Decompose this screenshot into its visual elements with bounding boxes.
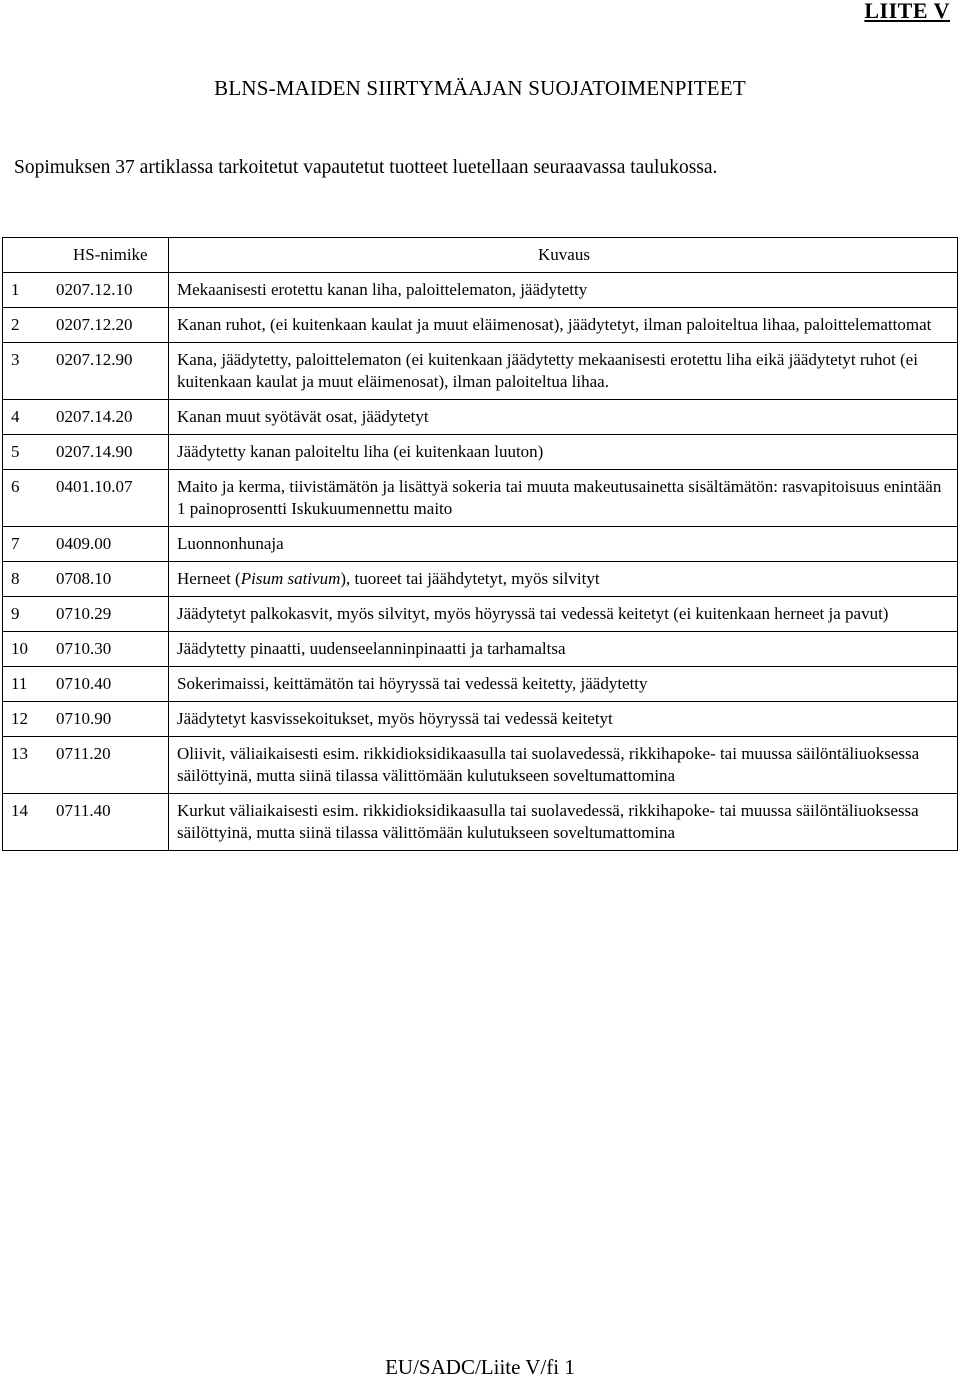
row-number: 13	[3, 737, 57, 794]
table-row	[3, 794, 958, 851]
description-cell: Sokerimaissi, keittämätön tai höyryssä tai vedessä keitetty, jäädytetty	[169, 667, 958, 702]
description-cell	[169, 562, 958, 597]
annex-label: LIITE V	[864, 0, 950, 23]
table-row	[3, 273, 958, 308]
row-number: 14	[3, 794, 57, 851]
page-footer: EU/SADC/Liite V/fi 1	[385, 1355, 575, 1379]
latin-name: Pisum sativum	[240, 569, 341, 588]
table-row	[3, 667, 958, 702]
table-row	[3, 597, 958, 632]
description-text: Herneet (	[177, 569, 241, 588]
description-cell: Jäädytetyt kasvissekoitukset, myös höyryssä tai vedessä keitetyt	[169, 702, 958, 737]
description-cell: Kurkut väliaikaisesti esim. rikkidioksidikaasulla tai suolavedessä, rikkihapoke- tai muussa säilöntäliuoksessa säilöttyinä, mutta siinä tilassa välittömään kulutukseen soveltumattomina	[169, 794, 958, 851]
row-number: 10	[3, 632, 57, 667]
row-number: 9	[3, 597, 57, 632]
hs-code: 0207.12.90	[56, 343, 169, 400]
description-cell: Kanan ruhot, (ei kuitenkaan kaulat ja muut eläimenosat), jäädytetyt, ilman paloiteltua lihaa, paloittelemattomat	[169, 308, 958, 343]
description-cell: Luonnonhunaja	[169, 527, 958, 562]
description-cell: Jäädytetty kanan paloiteltu liha (ei kuitenkaan luuton)	[169, 435, 958, 470]
hs-code: 0710.40	[56, 667, 169, 702]
hs-code: 0710.30	[56, 632, 169, 667]
products-table	[2, 237, 958, 851]
hs-header	[3, 238, 169, 273]
hs-code: 0207.12.10	[56, 273, 169, 308]
intro-paragraph: Sopimuksen 37 artiklassa tarkoitetut vapautetut tuotteet luetellaan seuraavassa taulukossa.	[14, 157, 718, 178]
hs-code: 0710.29	[56, 597, 169, 632]
table-row	[3, 343, 958, 400]
row-number: 11	[3, 667, 57, 702]
hs-code: 0711.40	[56, 794, 169, 851]
table-row	[3, 400, 958, 435]
description-header: Kuvaus	[169, 238, 958, 273]
table-row	[3, 308, 958, 343]
row-number: 2	[3, 308, 57, 343]
table-row	[3, 562, 958, 597]
table-row	[3, 470, 958, 527]
row-number: 5	[3, 435, 57, 470]
row-number: 3	[3, 343, 57, 400]
hs-code: 0207.12.20	[56, 308, 169, 343]
hs-header-label: HS-nimike	[73, 245, 148, 264]
table-row	[3, 527, 958, 562]
row-number: 1	[3, 273, 57, 308]
row-number: 4	[3, 400, 57, 435]
description-cell: Mekaanisesti erotettu kanan liha, paloittelematon, jäädytetty	[169, 273, 958, 308]
table-row	[3, 702, 958, 737]
description-cell: Jäädytetyt palkokasvit, myös silvityt, myös höyryssä tai vedessä keitetyt (ei kuitenkaan herneet ja pavut)	[169, 597, 958, 632]
hs-code: 0708.10	[56, 562, 169, 597]
hs-code: 0409.00	[56, 527, 169, 562]
hs-code: 0710.90	[56, 702, 169, 737]
table-body	[3, 273, 958, 851]
description-cell: Maito ja kerma, tiivistämätön ja lisättyä sokeria tai muuta makeutusainetta sisältämätön: rasvapitoisuus enintään 1 painoprosentti Iskukuumennettu maito	[169, 470, 958, 527]
row-number: 12	[3, 702, 57, 737]
description-text: ), tuoreet tai jäähdytetyt, myös silvityt	[340, 569, 600, 588]
hs-code: 0401.10.07	[56, 470, 169, 527]
table-header-row	[3, 238, 958, 273]
description-cell: Jäädytetty pinaatti, uudenseelanninpinaatti ja tarhamaltsa	[169, 632, 958, 667]
description-cell: Kanan muut syötävät osat, jäädytetyt	[169, 400, 958, 435]
hs-code: 0207.14.20	[56, 400, 169, 435]
table-row	[3, 435, 958, 470]
row-number: 6	[3, 470, 57, 527]
hs-code: 0207.14.90	[56, 435, 169, 470]
document-title: BLNS-MAIDEN SIIRTYMÄAJAN SUOJATOIMENPITEET	[214, 76, 746, 100]
table-row	[3, 632, 958, 667]
description-cell: Oliivit, väliaikaisesti esim. rikkidioksidikaasulla tai suolavedessä, rikkihapoke- tai muussa säilöntäliuoksessa säilöttyinä, mutta siinä tilassa välittömään kulutukseen soveltumattomina	[169, 737, 958, 794]
table-row	[3, 737, 958, 794]
row-number: 7	[3, 527, 57, 562]
description-cell: Kana, jäädytetty, paloittelematon (ei kuitenkaan jäädytetty mekaanisesti erotettu liha eikä jäädytetyt ruhot (ei kuitenkaan kaulat ja muut eläimenosat), ilman paloiteltua lihaa.	[169, 343, 958, 400]
row-number: 8	[3, 562, 57, 597]
hs-code: 0711.20	[56, 737, 169, 794]
